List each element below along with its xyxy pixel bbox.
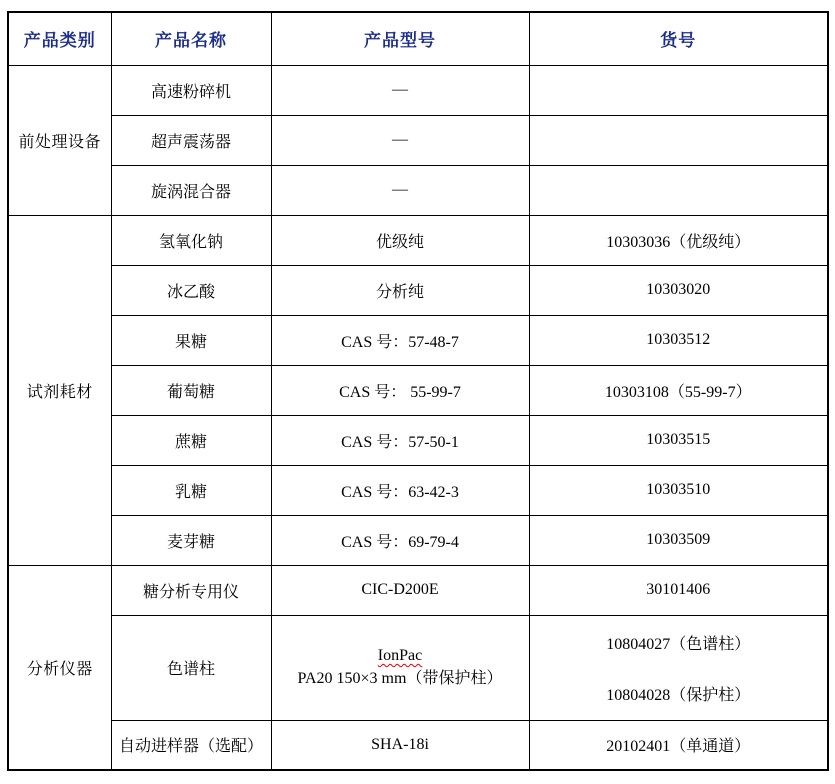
product-model-cell: CAS 号：69-79-4 — [271, 515, 529, 565]
product-name-cell: 旋涡混合器 — [111, 165, 271, 215]
table-body — [8, 65, 828, 770]
catalog-number-cell: 30101406 — [529, 565, 828, 615]
catalog-number-cell — [529, 615, 828, 720]
product-model-cell: CAS 号：57-48-7 — [271, 315, 529, 365]
product-model-cell: 分析纯 — [271, 265, 529, 315]
product-model-cell: CAS 号：63-42-3 — [271, 465, 529, 515]
catalog-number-cell: 10303020 — [529, 265, 828, 315]
catalog-number-cell — [529, 165, 828, 215]
catalog-number-line: 10804027（色谱柱） — [606, 635, 751, 653]
category-cell: 前处理设备 — [8, 65, 111, 215]
category-cell: 试剂耗材 — [8, 215, 111, 565]
table-row — [8, 65, 828, 115]
catalog-number-lines — [534, 631, 824, 705]
product-model-cell: IonPac PA20 150×3 mm（带保护柱） — [271, 615, 529, 720]
product-name-cell: 葡萄糖 — [111, 365, 271, 415]
column-header-product-model: 产品型号 — [271, 12, 529, 65]
table-row — [8, 415, 828, 465]
table-row — [8, 465, 828, 515]
product-name-cell: 乳糖 — [111, 465, 271, 515]
catalog-number-cell: 10303512 — [529, 315, 828, 365]
product-name-cell: 自动进样器（选配） — [111, 720, 271, 770]
column-header-catalog-number: 货号 — [529, 12, 828, 65]
product-name-cell: 色谱柱 — [111, 615, 271, 720]
table-row — [8, 315, 828, 365]
table-row — [8, 365, 828, 415]
product-model-cell: — — [271, 65, 529, 115]
catalog-number-line: 10804028（保护柱） — [606, 686, 751, 704]
table-row — [8, 720, 828, 770]
table-row — [8, 165, 828, 215]
product-table — [7, 11, 829, 771]
catalog-number-cell — [529, 115, 828, 165]
catalog-number-cell — [529, 65, 828, 115]
product-model-cell: CIC-D200E — [271, 565, 529, 615]
column-header-product-name: 产品名称 — [111, 12, 271, 65]
product-name-cell: 果糖 — [111, 315, 271, 365]
product-name-cell: 超声震荡器 — [111, 115, 271, 165]
table-row — [8, 265, 828, 315]
product-name-cell: 氢氧化钠 — [111, 215, 271, 265]
category-cell: 分析仪器 — [8, 565, 111, 770]
table-row — [8, 615, 828, 720]
catalog-number-cell: 10303036（优级纯） — [529, 215, 828, 265]
catalog-number-cell: 10303108（55-99-7） — [529, 365, 828, 415]
table-row — [8, 115, 828, 165]
product-model-cell: — — [271, 115, 529, 165]
table-header-row — [8, 12, 828, 65]
product-name-cell: 蔗糖 — [111, 415, 271, 465]
product-model-cell: — — [271, 165, 529, 215]
product-model-cell: CAS 号： 55-99-7 — [271, 365, 529, 415]
table-row — [8, 565, 828, 615]
catalog-number-cell: 10303509 — [529, 515, 828, 565]
catalog-number-cell: 10303515 — [529, 415, 828, 465]
catalog-number-cell: 10303510 — [529, 465, 828, 515]
product-model-cell: CAS 号：57-50-1 — [271, 415, 529, 465]
misspelled-word: IonPac — [377, 647, 423, 664]
product-model-cell: 优级纯 — [271, 215, 529, 265]
column-header-category: 产品类别 — [8, 12, 111, 65]
product-name-cell: 糖分析专用仪 — [111, 565, 271, 615]
table-row — [8, 215, 828, 265]
catalog-number-cell: 20102401（单通道） — [529, 720, 828, 770]
product-name-cell: 麦芽糖 — [111, 515, 271, 565]
product-name-cell: 高速粉碎机 — [111, 65, 271, 115]
product-model-cell: SHA-18i — [271, 720, 529, 770]
product-name-cell: 冰乙酸 — [111, 265, 271, 315]
table-row — [8, 515, 828, 565]
